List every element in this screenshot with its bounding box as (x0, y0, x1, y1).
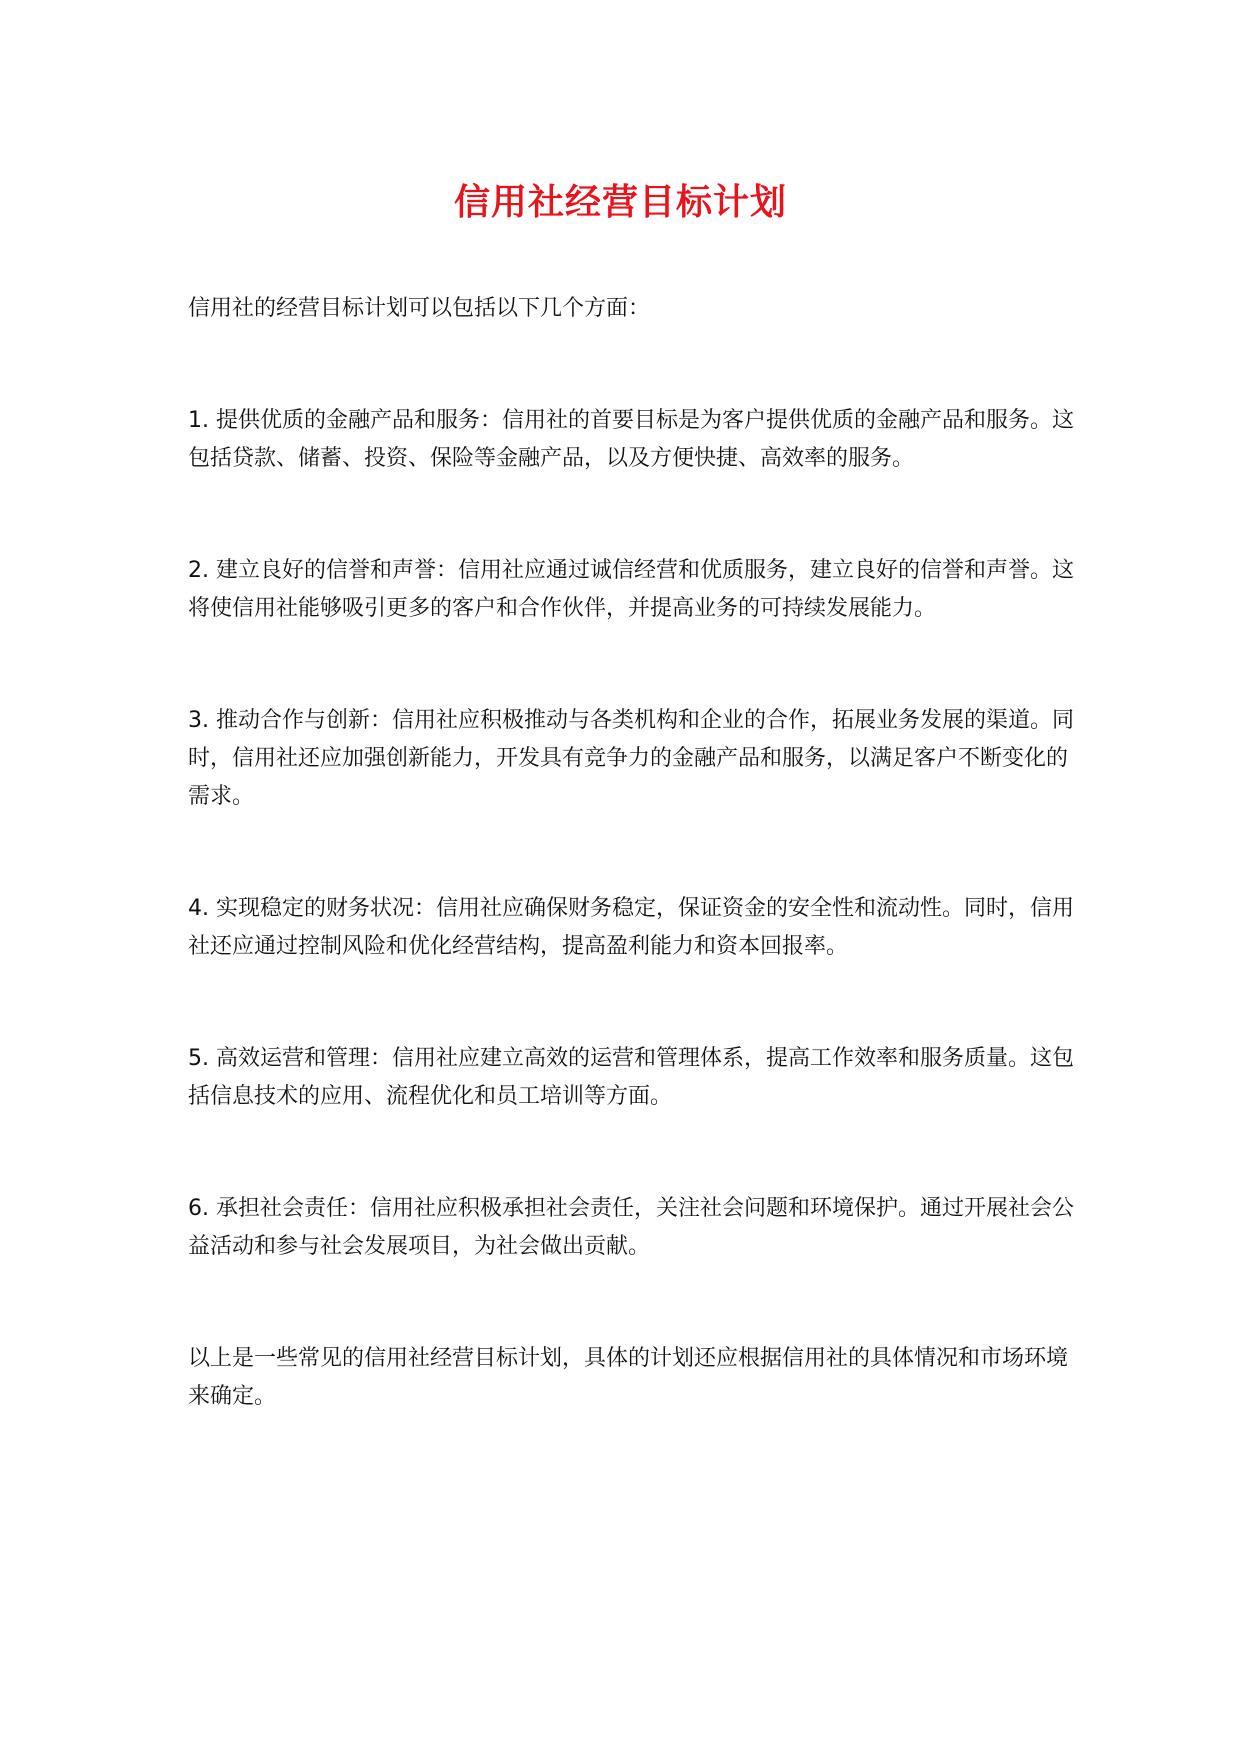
intro-paragraph: 信用社的经营目标计划可以包括以下几个方面： (188, 296, 651, 321)
document-title: 信用社经营目标计划 (453, 182, 787, 223)
closing-paragraph: 以上是一些常见的信用社经营目标计划，具体的计划还应根据信用社的具体情况和市场环境来确定。 (188, 1346, 1069, 1409)
list-item-4: 4. 实现稳定的财务状况：信用社应确保财务稳定，保证资金的安全性和流动性。同时，信用社还应通过控制风险和优化经营结构，提高盈利能力和资本回报率。 (188, 896, 1074, 959)
list-item-2: 2. 建立良好的信誉和声誉：信用社应通过诚信经营和优质服务，建立良好的信誉和声誉。这将使信用社能够吸引更多的客户和合作伙伴，并提高业务的可持续发展能力。 (188, 558, 1074, 621)
list-item-3: 3. 推动合作与创新：信用社应积极推动与各类机构和企业的合作，拓展业务发展的渠道。同时，信用社还应加强创新能力，开发具有竞争力的金融产品和服务，以满足客户不断变化的需求。 (188, 708, 1074, 809)
list-item-1: 1. 提供优质的金融产品和服务：信用社的首要目标是为客户提供优质的金融产品和服务。这包括贷款、储蓄、投资、保险等金融产品，以及方便快捷、高效率的服务。 (188, 408, 1074, 471)
list-item-5: 5. 高效运营和管理：信用社应建立高效的运营和管理体系，提高工作效率和服务质量。这包括信息技术的应用、流程优化和员工培训等方面。 (188, 1046, 1074, 1109)
list-item-6: 6. 承担社会责任：信用社应积极承担社会责任，关注社会问题和环境保护。通过开展社会公益活动和参与社会发展项目，为社会做出贡献。 (188, 1196, 1074, 1259)
document-body (188, 290, 1078, 1416)
